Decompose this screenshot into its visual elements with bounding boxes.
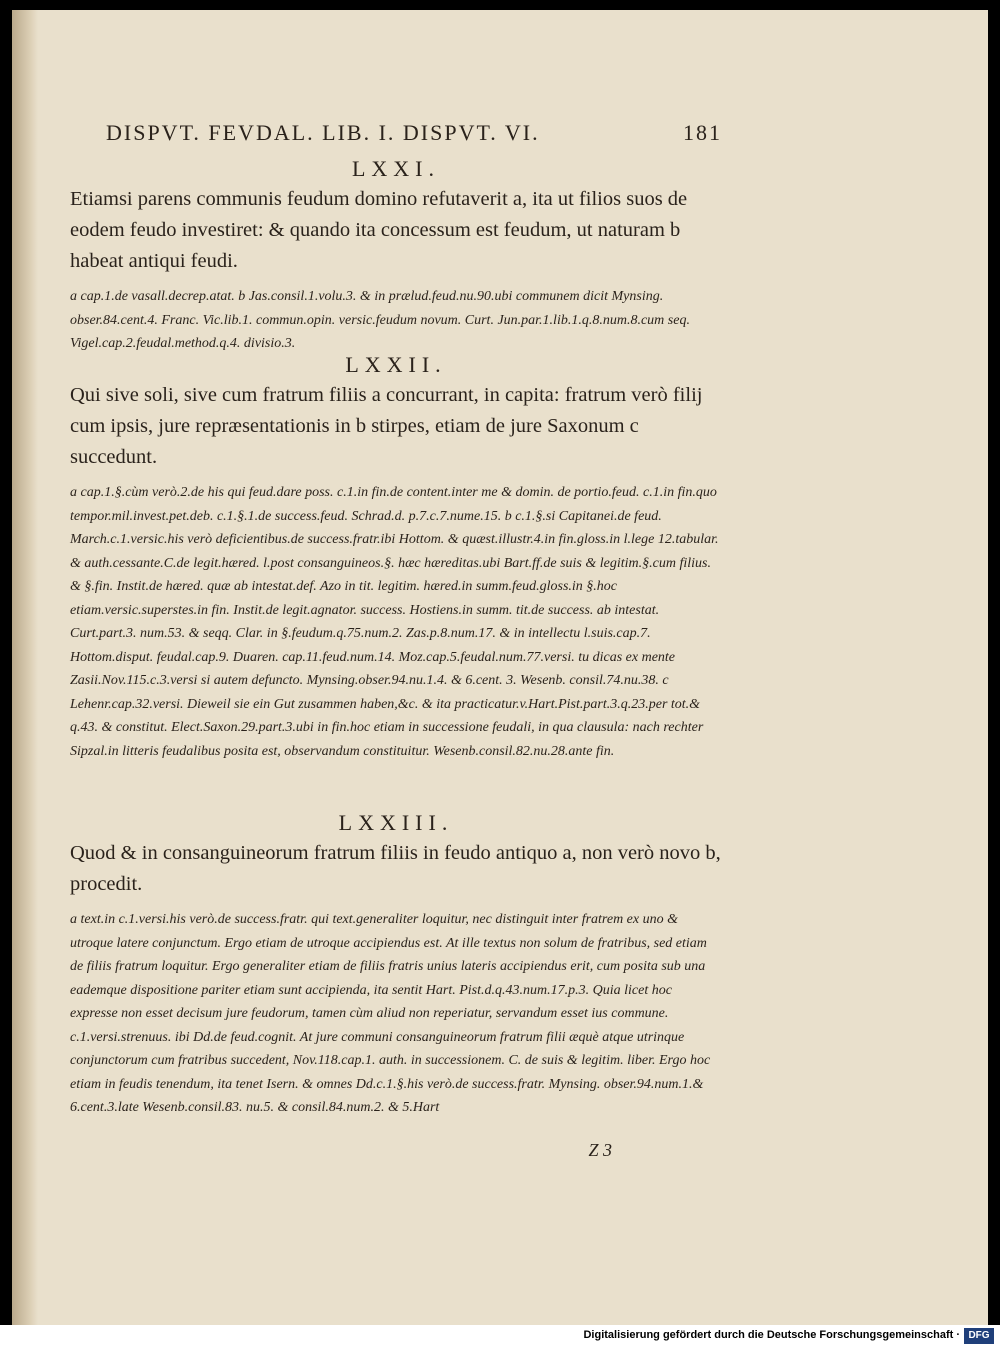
footer-bar <box>0 1325 1000 1349</box>
section-text: Etiamsi parens communis feudum domino refutaverit a, ita ut filios suos de eodem feudo investiret: & quando ita concessum est feudum, ut naturam b habeat antiqui feudi. <box>70 188 688 272</box>
signature-mark: Z 3 <box>588 1140 612 1160</box>
running-head <box>70 120 722 150</box>
running-head-title: DISPVT. FEVDAL. LIB. I. DISPVT. VI. <box>106 120 540 145</box>
book-page <box>12 10 988 1325</box>
section-heading: LXXI. <box>351 156 441 181</box>
section-text: Quod & in consanguineorum fratrum filiis in feudo antiquo a, non verò novo b, procedit. <box>70 842 721 895</box>
section-lxxi <box>70 156 722 356</box>
section-text: Qui sive soli, sive cum fratrum filiis a concurrant, in capita: fratrum verò filij cum ipsis, jure repræsentationis in b stirpes, etiam de jure Saxonum c succedunt. <box>70 384 703 468</box>
dfg-logo-icon: DFG <box>964 1328 994 1344</box>
footer-credit: Digitalisierung gefördert durch die Deutsche Forschungsgemeinschaft · <box>583 1329 960 1341</box>
page-number: 181 <box>683 120 722 145</box>
section-heading: LXXII. <box>345 352 447 377</box>
section-notes: a text.in c.1.versi.his verò.de success.fratr. qui text.generaliter loquitur, nec distinguit inter fratrem ex uno & utroque latere conjunctum. Ergo etiam de utroque accipiendus est. At ille textus non solum de fratribus, sed etiam de filiis fratrum loquitur. Ergo generaliter etiam de filiis fratris unius lateris accipiendus erit, cum posita sub una eademque dispositione pariter etiam sunt accipienda, ita sentit Hart. Pist.d.q.43.num.17.p.3. Quia licet hoc expresse non esset decisum jure feudorum, tamen cùm aliud non reperiatur, servandum esset ius commune. c.1.versi.strenuus. ibi Dd.de feud.cognit. At jure communi consanguineorum fratrum filii æquè atque utrinque conjunctorum cum fratribus succedent, Nov.118.cap.1. auth. in successionem. C. de suis & legitim. liber. Ergo hoc etiam in feudis tenendum, ita tenet Isern. & omnes Dd.c.1.§.his verò.de success.fratr. Mynsing. obser.94.num.1.& 6.cent.3.late Wesenb.consil.83. nu.5. & consil.84.num.2. & 5.Hart <box>70 912 711 1115</box>
section-notes: a cap.1.§.cùm verò.2.de his qui feud.dare poss. c.1.in fin.de content.inter me & domin. de portio.feud. c.1.in fin.quo tempor.mil.invest.pet.deb. c.1.§.1.de success.feud. Schrad.d. p.7.c.7.nume.15. b c.1.§.si Capitanei.de feud. March.c.1.versic.his verò deficientibus.de success.fratr.ibi Hottom. & quæst.illustr.4.in fin.gloss.in l.lege 12.tabular. & auth.cessante.C.de legit.hæred. l.post consanguineos.§. hæc hæreditas.ubi Bart.ff.de suis & legitim.§.cum filius. & §.fin. Instit.de hæred. quæ ab intestat.def. Azo in tit. legitim. hæred.in summ.feud.gloss.in §.hoc etiam.versic.superstes.in fin. Instit.de legit.agnator. success. Hostiens.in summ. tit.de success. ab intestat. Curt.part.3. num.53. & seqq. Clar. in §.feudum.q.75.num.2. Zas.p.8.num.17. & in intellectu l.suis.cap.7. Hottom.disput. feudal.cap.9. Duaren. cap.11.feud.num.14. Moz.cap.5.feudal.num.77.versi. tu dicas ex mente Zasii.Nov.115.c.3.versi si autem defuncto. Mynsing.obser.94.nu.1.4. & 6.cent. 3. Wesenb. consil.74.nu.38. c Lehenr.cap.32.versi. Dieweil sie ein Gut zusammen haben,&c. & ita practicatur.v.Hart.Pist.part.3.q.23.per tot.& q.43. & constitut. Elect.Saxon.29.part.3.ubi in fin.hoc etiam in successione feudali, in qua clausula: nach rechter Sipzal.in litteris feudalibus posita est, observandum constituitur. Wesenb.consil.82.nu.28.ante fin. <box>70 485 719 759</box>
section-heading: LXXIII. <box>338 810 454 835</box>
section-lxxiii <box>70 810 722 1120</box>
section-lxxii <box>70 352 722 763</box>
page-gutter <box>12 10 38 1325</box>
section-notes: a cap.1.de vasall.decrep.atat. b Jas.consil.1.volu.3. & in prælud.feud.nu.90.ubi communem dicit Mynsing. obser.84.cent.4. Franc. Vic.lib.1. commun.opin. versic.feudum novum. Curt. Jun.par.1.lib.1.q.8.num.8.cum seq. Vigel.cap.2.feudal.method.q.4. divisio.3. <box>70 289 690 351</box>
